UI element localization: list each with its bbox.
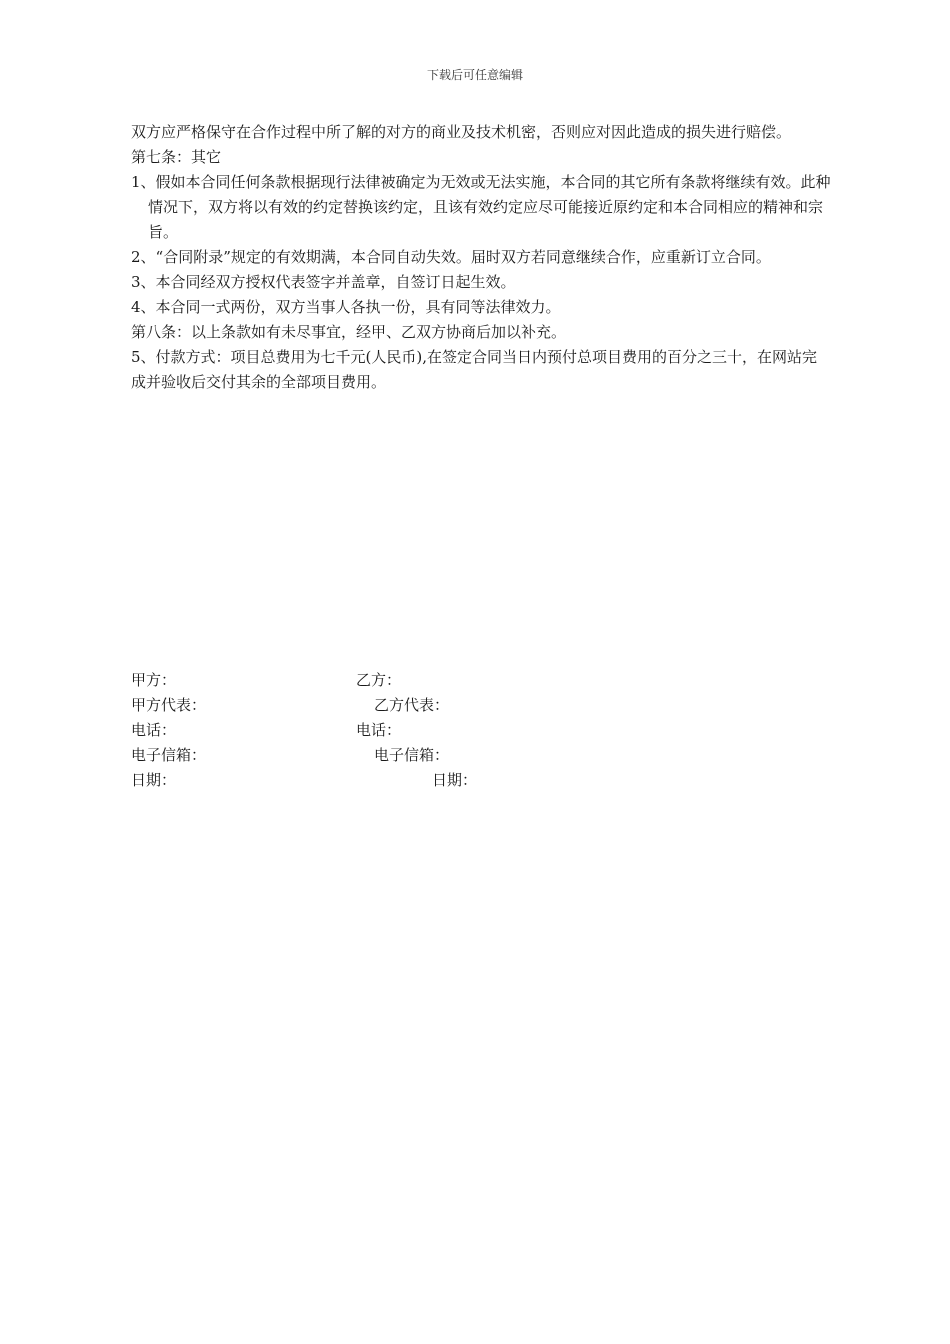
signature-row-date — [131, 768, 631, 793]
party-b-phone-label: 电话： — [356, 721, 402, 739]
party-b-label: 乙方： — [356, 671, 402, 689]
signature-row-email — [131, 743, 631, 768]
article-7-title: 第七条：其它 — [131, 148, 222, 166]
party-b-rep-label: 乙方代表： — [374, 696, 450, 714]
article-7-item-4: 4、本合同一式两份，双方当事人各执一份，具有同等法律效力。 — [131, 298, 561, 316]
party-a-email-label: 电子信箱： — [131, 746, 207, 764]
confidentiality-paragraph: 双方应严格保守在合作过程中所了解的对方的商业及技术机密，否则应对因此造成的损失进行赔偿。 — [131, 123, 792, 141]
party-b-date-label: 日期： — [432, 771, 478, 789]
signature-row-phone — [131, 718, 631, 743]
signature-block — [131, 668, 631, 793]
signature-row-party — [131, 668, 631, 693]
party-a-rep-label: 甲方代表： — [131, 696, 207, 714]
article-7-item-2: 2、“合同附录”规定的有效期满，本合同自动失效。届时双方若同意继续合作，应重新订立合同。 — [131, 248, 771, 266]
payment-terms-item-5: 5、付款方式：项目总费用为七千元(人民币),在签定合同当日内预付总项目费用的百分之三十，在网站完成并验收后交付其余的全部项目费用。 — [131, 348, 818, 391]
party-a-date-label: 日期： — [131, 771, 177, 789]
page-header-note: 下载后可任意编辑 — [426, 68, 523, 82]
contract-body — [131, 120, 831, 395]
signature-row-representative — [131, 693, 631, 718]
article-7-item-3: 3、本合同经双方授权代表签字并盖章，自签订日起生效。 — [131, 273, 516, 291]
party-b-email-label: 电子信箱： — [374, 746, 450, 764]
article-7-item-1: 1、假如本合同任何条款根据现行法律被确定为无效或无法实施，本合同的其它所有条款将继续有效。此种情况下，双方将以有效的约定替换该约定，且该有效约定应尽可能接近原约定和本合同相应的精神和宗旨。 — [131, 173, 831, 241]
party-a-label: 甲方： — [131, 671, 177, 689]
article-8-title: 第八条：以上条款如有未尽事宜，经甲、乙双方协商后加以补充。 — [131, 323, 567, 341]
party-a-phone-label: 电话： — [131, 721, 177, 739]
